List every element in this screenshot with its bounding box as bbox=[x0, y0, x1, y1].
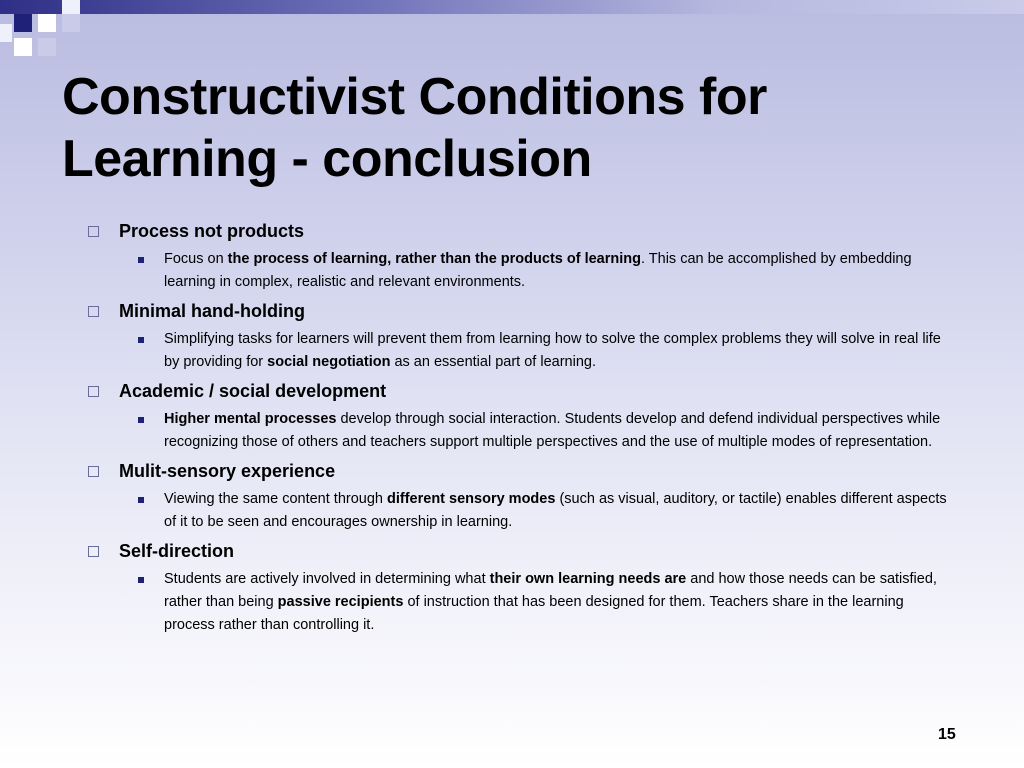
slide-title bbox=[62, 66, 962, 190]
section-detail bbox=[88, 408, 948, 454]
bullet-list bbox=[88, 220, 948, 643]
square-bullet-icon bbox=[88, 466, 99, 477]
filled-square-bullet-icon bbox=[138, 497, 144, 503]
emphasized-text: social negotiation bbox=[267, 354, 391, 370]
detail-text: (such as visual, auditory, or tactile) enables different aspects of it to be seen and encourages ownership in learning. bbox=[164, 491, 947, 530]
detail-text: Students are actively involved in determining what bbox=[164, 571, 490, 587]
section-detail bbox=[88, 328, 948, 374]
square-bullet-icon bbox=[88, 546, 99, 557]
section-heading-text: Minimal hand-holding bbox=[119, 301, 305, 321]
filled-square-bullet-icon bbox=[138, 417, 144, 423]
square-bullet-icon bbox=[88, 306, 99, 317]
emphasized-text: their own learning needs are bbox=[489, 571, 687, 587]
emphasized-text: different sensory modes bbox=[387, 491, 556, 507]
section-heading bbox=[88, 220, 948, 242]
emphasized-text: Higher mental processes bbox=[164, 411, 337, 427]
top-accent-bar bbox=[0, 0, 1024, 14]
detail-text: Viewing the same content through bbox=[164, 491, 388, 507]
detail-text: Focus on bbox=[164, 251, 228, 267]
detail-text: . This can be accomplished by embedding learning in complex, realistic and relevant environments. bbox=[164, 251, 912, 290]
page-number: 15 bbox=[938, 726, 956, 743]
section-heading-text: Process not products bbox=[119, 221, 305, 241]
section-heading bbox=[88, 540, 948, 562]
section-heading bbox=[88, 300, 948, 322]
detail-text: develop through social interaction. Students develop and defend individual perspectives while recognizing those of others and teachers support multiple perspectives and the use of multiple modes of representation. bbox=[164, 411, 941, 450]
slide-title-line-1: Constructivist Conditions for bbox=[62, 68, 767, 126]
square-bullet-icon bbox=[88, 226, 99, 237]
section-heading-text: Academic / social development bbox=[119, 381, 387, 401]
section-detail bbox=[88, 568, 948, 637]
detail-text: of instruction that has been designed for them. Teachers share in the learning process rather than controlling it. bbox=[164, 594, 904, 633]
section-detail bbox=[88, 488, 948, 534]
section-heading-text: Mulit-sensory experience bbox=[119, 461, 336, 481]
detail-text: and how those needs can be satisfied, rather than being bbox=[164, 571, 937, 610]
section-heading bbox=[88, 380, 948, 402]
filled-square-bullet-icon bbox=[138, 257, 144, 263]
filled-square-bullet-icon bbox=[138, 577, 144, 583]
square-bullet-icon bbox=[88, 386, 99, 397]
section-heading bbox=[88, 460, 948, 482]
slide-title-line-2: Learning - conclusion bbox=[62, 130, 592, 188]
emphasized-text: passive recipients bbox=[277, 594, 404, 610]
filled-square-bullet-icon bbox=[138, 337, 144, 343]
detail-text: as an essential part of learning. bbox=[390, 354, 596, 370]
emphasized-text: the process of learning, rather than the products of learning bbox=[227, 251, 641, 267]
detail-text: Simplifying tasks for learners will prevent them from learning how to solve the complex problems they will solve in real life by providing for bbox=[164, 331, 941, 370]
section-heading-text: Self-direction bbox=[119, 541, 235, 561]
section-detail bbox=[88, 248, 948, 294]
